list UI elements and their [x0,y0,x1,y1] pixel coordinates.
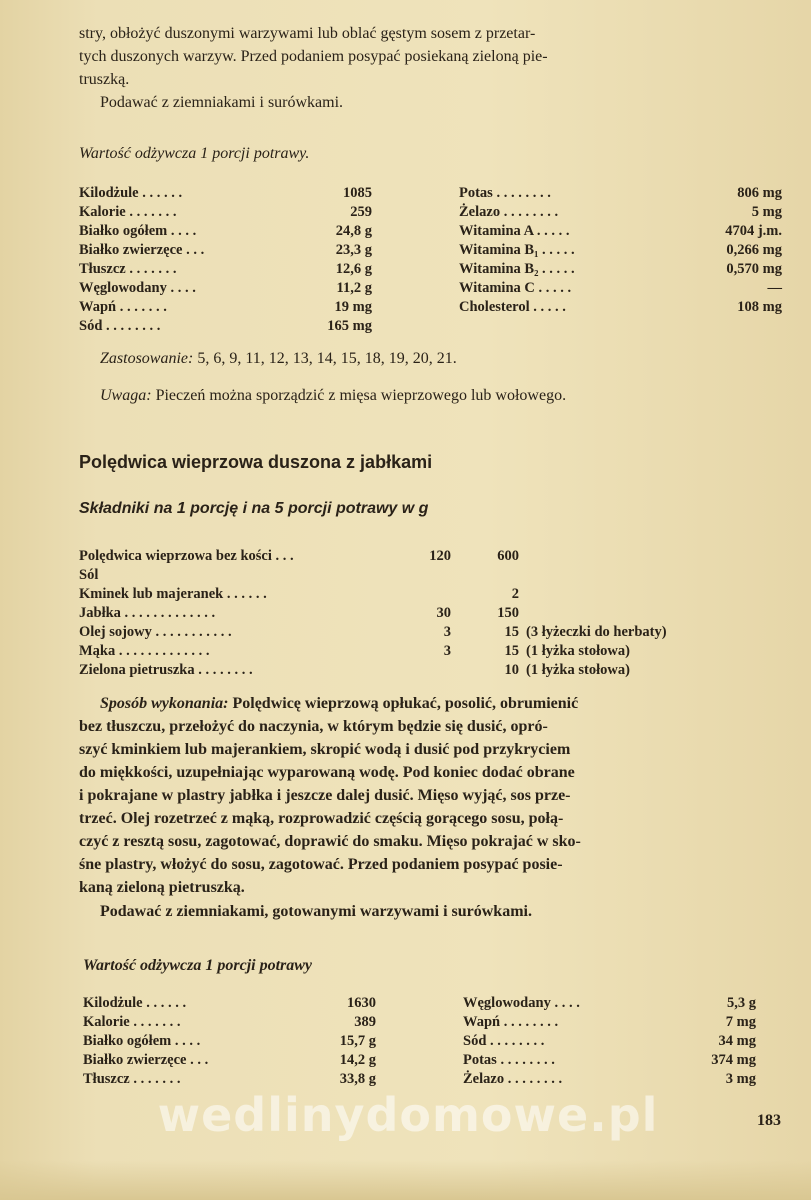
recipe-title: Polędwica wieprzowa duszona z jabłkami [79,452,433,472]
nutrition1-right-value: 0,570 mg [726,261,782,277]
nutrition1-right-label: Potas . . . . . . . . [459,185,551,201]
nutrition1-left-value: 165 mg [327,318,372,334]
nutrition2-left-row [83,1032,376,1051]
nutrition2-right-value: 3 mg [725,1071,756,1087]
nutrition1-left-row [79,241,372,260]
nutrition1-right-label: Witamina A . . . . . [459,223,570,239]
ingredient-row [79,547,769,566]
intro-line-4: Podawać z ziemniakami i surówkami. [100,94,344,111]
method-line-text: Polędwicę wieprzową opłukać, posolić, obrumienić [228,695,579,712]
nutrition1-right-row [459,279,782,298]
ingredient-name: Jabłka . . . . . . . . . . . . . [79,605,216,621]
method-line [79,762,575,784]
nutrition1-left-row [79,260,372,279]
nutrition1-title: Wartość odżywcza 1 porcji potrawy. [79,145,310,162]
ingredient-note: (1 łyżka stołowa) [526,662,630,678]
uwaga-text: Pieczeń można sporządzić z mięsa wieprzowego lub wołowego. [151,387,567,404]
method-line [79,808,563,830]
nutrition2-left-row [83,1013,376,1032]
nutrition1-left-value: 11,2 g [336,280,372,296]
nutrition1-right-row [459,241,782,260]
method-line-text: i pokrajane w plastry jabłka i jeszcze dalej dusić. Mięso wyjąć, sos prze- [79,787,571,804]
nutrition2-left-label: Tłuszcz . . . . . . . [83,1071,181,1087]
intro-line-2: tych duszonych warzyw. Przed podaniem posypać posiekaną zieloną pie- [79,48,548,65]
nutrition1-left-value: 19 mg [334,299,372,315]
nutrition2-right-row [463,994,756,1013]
nutrition1-left-row [79,222,372,241]
method-line [79,739,570,761]
nutrition2-left-value: 389 [354,1014,376,1030]
nutrition2-left-label: Białko ogółem . . . . [83,1033,201,1049]
nutrition2-left-value: 14,2 g [339,1052,376,1068]
ingredient-five-portions: 15 [504,643,519,659]
method-line-text: czyć z resztą sosu, zagotować, doprawić do smaku. Mięso pokrajać w sko- [79,833,581,850]
nutrition2-right-row [463,1070,756,1089]
nutrition2-left-label: Kalorie . . . . . . . [83,1014,181,1030]
ingredient-one-portion: 120 [429,548,451,564]
nutrition1-left-value: 1085 [343,185,372,201]
uwaga-line [100,385,566,407]
ingredient-row [79,566,769,585]
nutrition1-right-row [459,222,782,241]
method-line [79,854,563,876]
nutrition1-right-row [459,298,782,317]
nutrition1-left-row [79,298,372,317]
nutrition2-right-label: Potas . . . . . . . . [463,1052,555,1068]
ingredient-row [79,661,769,680]
nutrition2-right-value: 34 mg [718,1033,756,1049]
method-line-text: szyć kminkiem lub majerankiem, skropić wodą i dusić pod przykryciem [79,741,571,758]
nutrition2-right-value: 374 mg [711,1052,756,1068]
zastosowanie-line [100,348,457,370]
method-line [79,877,245,899]
nutrition2-left-row [83,1051,376,1070]
nutrition2-right-label: Wapń . . . . . . . . [463,1014,559,1030]
method-line-text: trzeć. Olej rozetrzeć z mąką, rozprowadzić częścią gorącego sosu, połą- [79,810,564,827]
method-line [100,693,578,715]
ingredient-row [79,604,769,623]
ingredient-name: Sól [79,567,99,583]
page-number: 183 [757,1112,781,1129]
intro-line-1: stry, obłożyć duszonymi warzywami lub oblać gęstym sosem z przetar- [79,25,536,42]
ingredient-row [79,642,769,661]
ingredient-name: Zielona pietruszka . . . . . . . . [79,662,253,678]
nutrition1-left-row [79,184,372,203]
nutrition1-right-value: 806 mg [737,185,782,201]
nutrition2-left-row [83,1070,376,1089]
page-bottom-shadow [0,1160,811,1200]
nutrition1-left-label: Tłuszcz . . . . . . . [79,261,177,277]
nutrition1-right-value: 5 mg [751,204,782,220]
nutrition1-left-label: Sód . . . . . . . . [79,318,161,334]
ingredient-name: Polędwica wieprzowa bez kości . . . [79,548,294,564]
method-line-text: do miękkości, uzupełniając wyparowaną wodę. Pod koniec dodać obrane [79,764,575,781]
nutrition2-left-value: 15,7 g [339,1033,376,1049]
ingredient-row [79,623,769,642]
zastosowanie-text: 5, 6, 9, 11, 12, 13, 14, 15, 18, 19, 20, 21. [193,350,457,367]
method-line-text: bez tłuszczu, przełożyć do naczynia, w którym będzie się dusić, opró- [79,718,548,735]
serve-line: Podawać z ziemniakami, gotowanymi warzywami i surówkami. [100,903,532,920]
nutrition1-left-label: Wapń . . . . . . . [79,299,167,315]
ingredient-five-portions: 15 [504,624,519,640]
ingredient-name: Olej sojowy . . . . . . . . . . . [79,624,232,640]
ingredient-five-portions: 600 [497,548,519,564]
ingredient-note: (1 łyżka stołowa) [526,643,630,659]
ingredients-title: Składniki na 1 porcję i na 5 porcji potrawy w g [79,500,429,517]
ingredient-one-portion: 3 [443,643,451,659]
nutrition2-right-value: 5,3 g [727,995,756,1011]
nutrition1-right-row [459,203,782,222]
nutrition1-right-label: Witamina B₁ . . . . . [459,242,575,258]
nutrition1-left-value: 23,3 g [335,242,372,258]
method-line-text: kaną zieloną pietruszką. [79,879,245,896]
method-line-text: śne plastry, włożyć do sosu, zagotować. Przed podaniem posypać posie- [79,856,563,873]
nutrition2-left-value: 1630 [347,995,376,1011]
nutrition2-left-value: 33,8 g [339,1071,376,1087]
nutrition2-left-label: Kilodżule . . . . . . [83,995,187,1011]
nutrition1-right-value: — [767,280,782,296]
ingredient-name: Kminek lub majeranek . . . . . . [79,586,267,602]
ingredient-one-portion: 3 [443,624,451,640]
nutrition1-right-row [459,260,782,279]
ingredient-five-portions: 10 [504,662,519,678]
nutrition1-right-value: 4704 j.m. [725,223,782,239]
ingredient-note: (3 łyżeczki do herbaty) [526,624,667,640]
ingredient-five-portions: 150 [497,605,519,621]
nutrition1-right-value: 0,266 mg [726,242,782,258]
zastosowanie-label: Zastosowanie: [100,350,194,367]
nutrition2-left-label: Białko zwierzęce . . . [83,1052,209,1068]
method-line [79,716,548,738]
method-line [79,831,581,853]
nutrition1-right-row [459,184,782,203]
nutrition1-right-label: Cholesterol . . . . . [459,299,566,315]
ingredient-five-portions: 2 [511,586,519,602]
nutrition1-left-label: Białko zwierzęce . . . [79,242,205,258]
nutrition1-left-row [79,279,372,298]
method-label: Sposób wykonania: [100,695,229,712]
ingredient-one-portion: 30 [436,605,451,621]
method-line [79,785,571,807]
nutrition1-left-label: Kalorie . . . . . . . [79,204,177,220]
uwaga-label: Uwaga: [100,387,152,404]
nutrition2-right-label: Sód . . . . . . . . [463,1033,545,1049]
nutrition2-right-value: 7 mg [725,1014,756,1030]
intro-line-3: truszką. [79,71,130,88]
nutrition1-right-label: Żelazo . . . . . . . . [459,204,559,220]
nutrition1-left-value: 24,8 g [335,223,372,239]
nutrition1-left-label: Węglowodany . . . . [79,280,196,296]
nutrition1-left-label: Kilodżule . . . . . . [79,185,183,201]
nutrition2-right-row [463,1032,756,1051]
nutrition2-right-row [463,1013,756,1032]
ingredient-row [79,585,769,604]
nutrition2-right-row [463,1051,756,1070]
nutrition1-right-label: Witamina C . . . . . [459,280,572,296]
nutrition1-left-value: 259 [350,204,372,220]
nutrition2-title: Wartość odżywcza 1 porcji potrawy [83,957,313,974]
nutrition1-left-row [79,203,372,222]
nutrition2-left-row [83,994,376,1013]
nutrition1-left-row [79,317,372,336]
watermark: wedlinydomowe.pl [157,1088,659,1142]
nutrition2-right-label: Żelazo . . . . . . . . [463,1071,563,1087]
nutrition2-right-label: Węglowodany . . . . [463,995,580,1011]
nutrition1-left-value: 12,6 g [335,261,372,277]
nutrition1-left-label: Białko ogółem . . . . [79,223,197,239]
nutrition1-right-value: 108 mg [737,299,782,315]
ingredient-name: Mąka . . . . . . . . . . . . . [79,643,210,659]
nutrition1-right-label: Witamina B₂ . . . . . [459,261,575,277]
